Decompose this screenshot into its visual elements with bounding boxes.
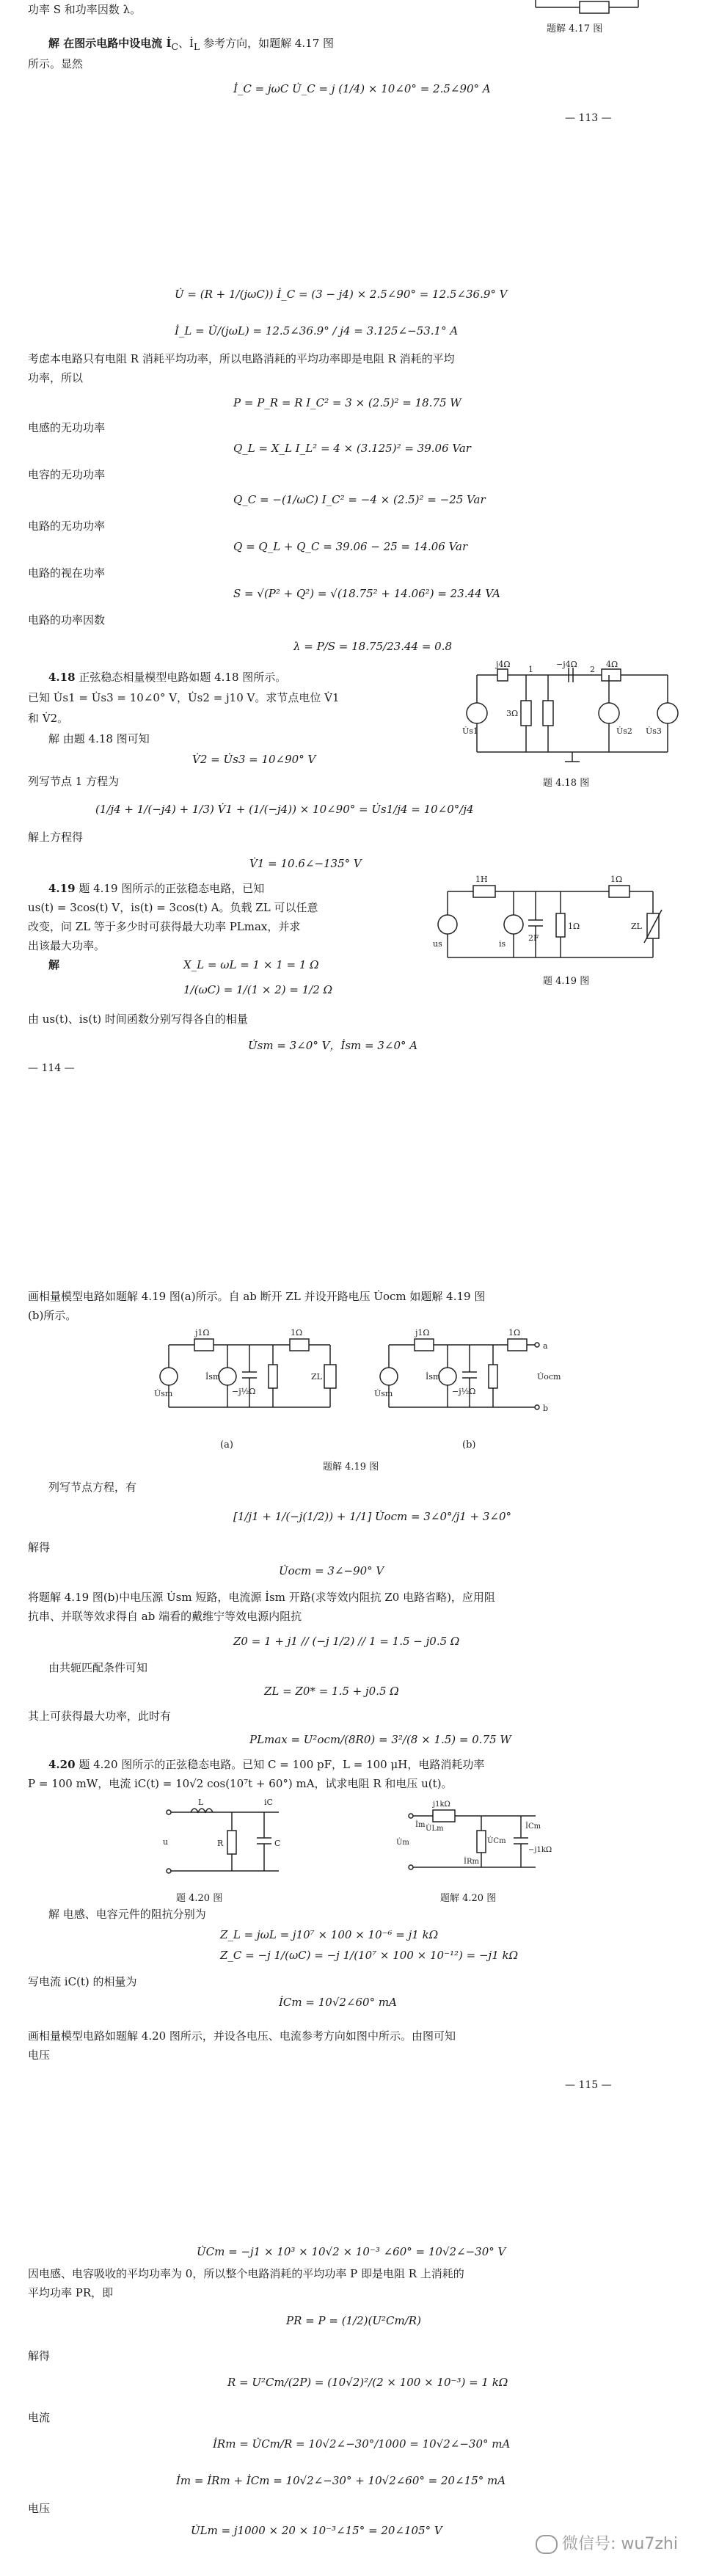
wechat-watermark (536, 2531, 678, 2554)
page-115 (0, 1284, 708, 2025)
q419-text-c: 改变，问 ZL 等于多少时可获得最大功率 PLmax，并求 (28, 920, 301, 933)
page-115-tail (0, 2025, 708, 2113)
fig418-us2: U̇s2 (616, 726, 632, 736)
p113-sol-c: 参考方向，如题解 4.17 图 (200, 37, 335, 50)
eq-plmax: PLmax = U²ocm/(8R0) = 3²/(8 × 1.5) = 0.75 W (249, 1733, 511, 1746)
label-qc: 电容的无功功率 (28, 468, 106, 481)
fig418-mj4: −j4Ω (556, 660, 577, 669)
eq-zc: Z_C = −j 1/(ωC) = −j 1/(10⁷ × 100 × 10⁻¹²) = −j1 kΩ (220, 1949, 519, 1962)
fig418-us1: U̇s1 (462, 726, 478, 736)
fsj-j1k: j1kΩ (433, 1800, 450, 1809)
page-number-113: — 113 — (565, 112, 612, 124)
fig-4-19-circuit (433, 873, 668, 968)
label-lambda: 电路的功率因数 (28, 613, 106, 627)
q418 (48, 671, 286, 684)
p116-l2: 平均功率 PR，即 (28, 2286, 114, 2299)
fig419-zl: ZL (631, 922, 642, 931)
f420-u: u (163, 1837, 169, 1847)
s419: 解 (48, 958, 60, 971)
p116-l3: 解得 (28, 2349, 51, 2362)
fsj-ulm: U̇Lm (426, 1825, 444, 1833)
eq-qc: Q_C = −(1/ωC) I_C² = −4 × (2.5)² = −25 Var (233, 493, 486, 506)
eq-irm: İRm = U̇Cm/R = 10√2∠−30°/1000 = 10√2∠−30° mA (213, 2437, 511, 2451)
eq-phasor: U̇sm = 3∠0° V，İsm = 3∠0° A (248, 1039, 418, 1052)
fsb-j1: j1Ω (415, 1328, 430, 1338)
eq-node: (1/j4 + 1/(−j4) + 1/3) V̇1 + (1/(−j4)) × 10∠90° = U̇s1/j4 = 10∠0°/j4 (95, 803, 474, 816)
eq-ulm: U̇Lm = j1000 × 20 × 10⁻³∠15° = 20∠105° V (191, 2524, 442, 2537)
fsj-um: U̇m (396, 1839, 409, 1847)
fig-sol-4-19a-caption: (a) (220, 1440, 233, 1451)
fig419-2f: 2F (528, 933, 539, 943)
p115-l9: 写电流 iC(t) 的相量为 (28, 1975, 137, 1988)
s420-a: 解 电感、电容元件的阻抗分别为 (48, 1908, 206, 1921)
fsa-mjh: −j½Ω (232, 1387, 256, 1396)
q420-text-a: 题 4.20 图所示的正弦稳态电路。已知 C = 100 pF，L = 100 μH，电路消耗功率 (79, 1758, 485, 1771)
fig-sol-4-19-caption: 题解 4.19 图 (323, 1462, 379, 1473)
p113-solution (48, 37, 334, 52)
p115-l2: (b)所示。 (28, 1309, 77, 1322)
eq-p: P = P_R = R I_C² = 3 × (2.5)² = 18.75 W (233, 396, 461, 409)
s418-c: 解上方程得 (28, 831, 84, 844)
eq-zl2: Z_L = jωL = j10⁷ × 100 × 10⁻⁶ = j1 kΩ (220, 1928, 439, 1941)
eq-xl: X_L = ωL = 1 × 1 = 1 Ω (183, 958, 319, 971)
eq-uoc: U̇ocm = 3∠−90° V (279, 1564, 384, 1577)
fsj-irm: İRm (464, 1858, 479, 1866)
s419-b: 由 us(t)、is(t) 时间函数分别写得各自的相量 (28, 1012, 248, 1026)
fig419-1h: 1H (475, 875, 488, 884)
eq-pr: PR = P = (1/2)(U²Cm/R) (286, 2314, 421, 2327)
fig-sol-4-19a-circuit (154, 1327, 345, 1437)
q418-text-b: 已知 U̇s1 = U̇s3 = 10∠0° V，U̇s2 = j10 V。求节点电位 V̇1 (28, 691, 340, 704)
q420-text-b: P = 100 mW，电流 iC(t) = 10√2 cos(10⁷t + 60°) mA，试求电阻 R 和电压 u(t)。 (28, 1777, 453, 1790)
p115-l11: 电压 (28, 2048, 51, 2062)
fig418-4: 4Ω (606, 660, 618, 669)
fsj-mj1k: −j1kΩ (528, 1846, 552, 1854)
s418-a: 解 由题 4.18 图可知 (48, 732, 150, 745)
fsa-1ohm: 1Ω (291, 1328, 303, 1338)
fsa-j1: j1Ω (195, 1328, 210, 1338)
eq-ql: Q_L = X_L I_L² = 4 × (3.125)² = 39.06 Var (233, 442, 471, 455)
q418-text-a: 正弦稳态相量模型电路如题 4.18 图所示。 (79, 671, 287, 684)
fsb-1ohm: 1Ω (508, 1328, 521, 1338)
sub-c: C (171, 41, 179, 52)
page-116 (0, 2245, 708, 2576)
fsb-uocm: U̇ocm (537, 1372, 561, 1382)
fig-sol-4-20-circuit (396, 1798, 572, 1886)
page-number-114: — 114 — (28, 1062, 75, 1074)
p115-l1: 画相量模型电路如题解 4.19 图(a)所示。自 ab 断开 ZL 并设开路电压 U̇ocm 如题解 4.19 图 (28, 1290, 486, 1303)
fsj-im: İm (415, 1821, 426, 1829)
fsb-ism: İsm (426, 1372, 441, 1382)
fig-4-20-circuit (154, 1798, 301, 1886)
p115-l3: 列写节点方程，有 (48, 1481, 137, 1494)
fig418-node1: 1 (528, 665, 533, 674)
fsa-ism: İsm (205, 1372, 221, 1382)
p115-l8: 其上可获得最大功率，此时有 (28, 1710, 172, 1723)
q419-text-b: us(t) = 3cos(t) V，is(t) = 3cos(t) A。负载 ZL 可以任意 (28, 901, 318, 914)
fsj-ucm: U̇Cm (487, 1837, 506, 1845)
q420 (48, 1758, 484, 1771)
f420-L: L (198, 1798, 204, 1807)
eq-z0: Z0 = 1 + j1 // (−j 1/2) // 1 = 1.5 − j0.5 Ω (233, 1635, 460, 1648)
wechat-icon (536, 2535, 558, 2554)
fsb-usm: U̇sm (374, 1389, 393, 1398)
p114-p1: 考虑本电路只有电阻 R 消耗平均功率，所以电路消耗的平均功率即是电阻 R 消耗的平均 (28, 352, 455, 365)
fig418-j4: j4Ω (496, 660, 511, 669)
fsa-usm: U̇sm (154, 1389, 173, 1398)
fsa-zl: ZL (311, 1372, 322, 1382)
eq-lambda: λ = P/S = 18.75/23.44 = 0.8 (293, 640, 453, 653)
p115-l10: 画相量模型电路如题解 4.20 图所示，并设各电压、电流参考方向如图中所示。由图可知 (28, 2029, 456, 2043)
p115-l5: 将题解 4.19 图(b)中电压源 U̇sm 短路，电流源 İsm 开路(求等效内阻抗 Z0 电路省略)，应用阻 (28, 1591, 495, 1604)
label-q: 电路的无功功率 (28, 519, 106, 533)
fig419-us: us (433, 939, 442, 949)
fsj-icm: İCm (525, 1822, 541, 1831)
q419-text-a: 题 4.19 图所示的正弦稳态电路，已知 (79, 882, 265, 895)
p113-sol-a: 解 在图示电路中设电流 İ (48, 37, 172, 50)
f420-R: R (217, 1839, 224, 1848)
fig419-1ohm-b: 1Ω (568, 922, 580, 931)
eq-v1: V̇1 = 10.6∠−135° V (249, 857, 362, 870)
fig419-1ohm: 1Ω (610, 875, 623, 884)
fig-sol-4-19b-caption: (b) (462, 1440, 476, 1451)
watermark-text: 微信号: wu7zhi (562, 2535, 678, 2553)
p114-p1b: 功率，所以 (28, 371, 84, 384)
p113-line2: 所示。显然 (28, 57, 84, 70)
q418-number: 4.18 (48, 671, 76, 684)
fsb-b: b (543, 1404, 549, 1413)
f420-ic: iC (264, 1798, 273, 1807)
label-ql: 电感的无功功率 (28, 421, 106, 434)
eq-s: S = √(P² + Q²) = √(18.75² + 14.06²) = 23.44 VA (233, 587, 501, 600)
fig419-is: is (499, 939, 506, 949)
fig418-node2: 2 (590, 665, 595, 674)
eq-zl: ZL = Z0* = 1.5 + j0.5 Ω (264, 1685, 399, 1698)
p113-sol-b: 、İ (178, 37, 194, 50)
fsb-mjh: −j½Ω (452, 1387, 476, 1396)
eq-q: Q = Q_L + Q_C = 39.06 − 25 = 14.06 Var (233, 540, 468, 553)
q418-text-c: 和 V̇2。 (28, 712, 69, 725)
p115-l7: 由共轭匹配条件可知 (48, 1661, 148, 1674)
eq-nodal: [1/j1 + 1/(−j(1/2)) + 1/1] U̇ocm = 3∠0°/j1 + 3∠0° (233, 1510, 512, 1523)
page-number-115: — 115 — (565, 2079, 612, 2091)
fig-4-17-caption: 题解 4.17 图 (547, 23, 603, 34)
q419-text-d: 出该最大功率。 (28, 939, 106, 952)
fig-sol-4-19b-circuit (374, 1327, 565, 1437)
eq-icm: İCm = 10√2∠60° mA (279, 1996, 397, 2009)
sub-l: L (193, 41, 200, 52)
eq-il: İ_L = U̇/(jωL) = 12.5∠36.9° / j4 = 3.125∠−53.1° A (175, 324, 459, 337)
eq-xc: 1/(ωC) = 1/(1 × 2) = 1/2 Ω (183, 983, 333, 996)
p115-l4: 解得 (28, 1541, 51, 1554)
f420-C: C (274, 1839, 281, 1848)
fig-4-19-caption: 题 4.19 图 (543, 976, 590, 987)
fsb-a: a (543, 1341, 548, 1351)
p116-l5: 电压 (28, 2502, 51, 2515)
eq-ic: İ_C = jωC U̇_C = j (1/4) × 10∠0° = 2.5∠90° A (233, 82, 491, 95)
eq-v2: V̇2 = U̇s3 = 10∠90° V (192, 753, 316, 766)
fig418-3: 3Ω (506, 709, 519, 718)
p115-l6: 抗串、并联等效求得自 ab 端看的戴维宁等效电源内阻抗 (28, 1610, 302, 1623)
fig-4-20-caption: 题 4.20 图 (176, 1893, 223, 1904)
page-114 (0, 279, 708, 1086)
fig-4-18-circuit (462, 660, 682, 770)
p116-l4: 电流 (28, 2411, 51, 2424)
fig-sol-4-20-caption: 题解 4.20 图 (440, 1893, 497, 1904)
p116-l1: 因电感、电容吸收的平均功率为 0，所以整个电路消耗的平均功率 P 即是电阻 R 上消耗的 (28, 2267, 464, 2280)
s418-b: 列写节点 1 方程为 (28, 775, 120, 788)
eq-ucm: U̇Cm = −j1 × 10³ × 10√2 × 10⁻³ ∠60° = 10√2∠−30° V (197, 2245, 506, 2258)
q420-number: 4.20 (48, 1758, 76, 1771)
p113-line1: 功率 S 和功率因数 λ。 (28, 3, 142, 16)
q419 (48, 882, 264, 895)
fig-4-18-caption: 题 4.18 图 (543, 778, 590, 789)
eq-u: U̇ = (R + 1/(jωC)) İ_C = (3 − j4) × 2.5∠90° = 12.5∠36.9° V (175, 288, 508, 301)
eq-r: R = U²Cm/(2P) = (10√2)²/(2 × 100 × 10⁻³) = 1 kΩ (227, 2376, 508, 2389)
label-s: 电路的视在功率 (28, 566, 106, 580)
q419-number: 4.19 (48, 882, 76, 895)
page-113 (0, 0, 708, 139)
fig418-us3: U̇s3 (646, 726, 662, 736)
eq-im: İm = İRm + İCm = 10√2∠−30° + 10√2∠60° = 20∠15° mA (176, 2474, 506, 2487)
